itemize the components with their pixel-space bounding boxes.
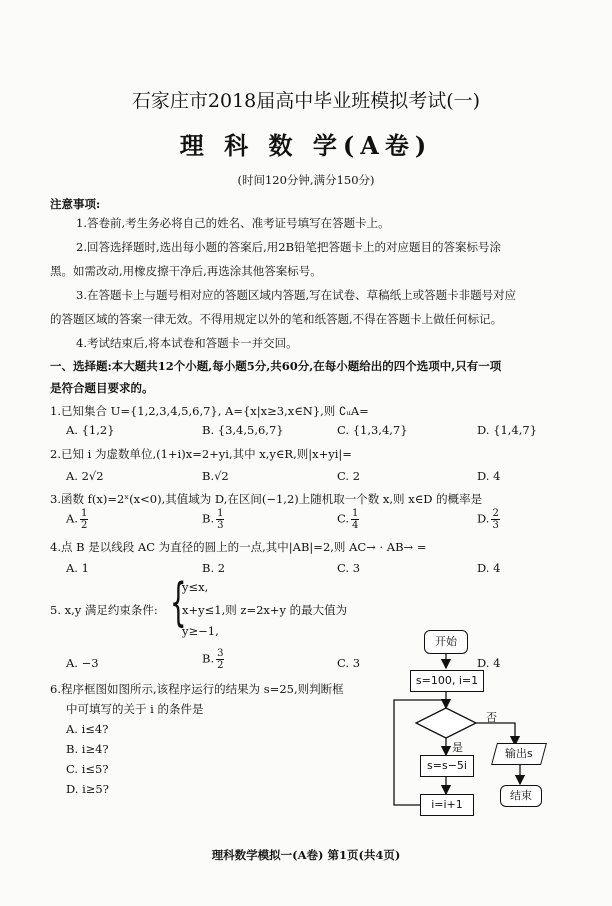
flowchart-start: 开始	[424, 630, 468, 654]
section-heading: 一、选择题:本大题共12个小题,每小题5分,共60分,在每小题给出的四个选项中,只有一项	[50, 359, 502, 373]
flowchart-init: s=100, i=1	[410, 670, 484, 692]
note-line-6: 4.考试结束后,将本试卷和答题卡一并交回。	[76, 336, 298, 350]
question-4: 4.点 B 是以线段 AC 为直径的圆上的一点,其中|AB|=2,则 AC→ · AB→ =	[50, 540, 427, 554]
q4-option-b[interactable]: B. 2	[202, 561, 226, 575]
q1-option-c[interactable]: C. {1,3,4,7}	[337, 423, 408, 437]
flowchart-output-label: 输出s	[505, 747, 533, 760]
question-2: 2.已知 i 为虚数单位,(1+i)x=2+yi,其中 x,y∈R,则|x+yi|=	[50, 447, 352, 461]
q3-c-numerator: 1	[352, 508, 359, 519]
note-line-2: 2.回答选择题时,选出每小题的答案后,用2B铅笔把答题卡上的对应题目的答案标号涂	[76, 240, 502, 254]
question-3: 3.函数 f(x)=2ˣ(x<0),其值域为 D,在区间(−1,2)上随机取一个数 x,则 x∈D 的概率是	[50, 492, 483, 506]
flowchart-yes-label: 是	[452, 741, 463, 754]
q5-constraint-3: y≥−1,	[182, 624, 219, 638]
q1-option-d[interactable]: D. {1,4,7}	[477, 423, 538, 437]
question-5: 5. x,y 满足约束条件:	[50, 603, 158, 617]
section-heading-2: 是符合题目要求的。	[50, 381, 154, 395]
flowchart-no-label: 否	[486, 711, 497, 724]
q3-a-denominator: 2	[80, 520, 88, 531]
q5-option-d[interactable]: D. 4	[477, 656, 501, 670]
q5-b-denominator: 2	[217, 660, 224, 671]
note-line-1: 1.答卷前,考生务必将自己的姓名、准考证号填写在答题卡上。	[76, 216, 390, 230]
flowchart-update-i: i=i+1	[420, 794, 474, 816]
q3-option-a-label: A.	[66, 511, 78, 526]
q2-option-a[interactable]: A. 2√2	[66, 469, 104, 483]
q1-option-a[interactable]: A. {1,2}	[66, 423, 115, 437]
q3-option-b-label: B.	[202, 511, 215, 526]
q2-option-c[interactable]: C. 2	[337, 469, 361, 483]
flowchart-output	[491, 743, 547, 765]
q2-option-d[interactable]: D. 4	[477, 469, 501, 483]
flowchart-end: 结束	[500, 785, 542, 807]
q4-option-d[interactable]: D. 4	[477, 561, 501, 575]
q3-d-denominator: 3	[492, 520, 499, 531]
q5-option-a[interactable]: A. −3	[66, 656, 99, 670]
note-line-4: 3.在答题卡上与题号相对应的答题区域内答题,写在试卷、草稿纸上或答题卡非题号对应	[76, 288, 517, 302]
q6-option-c[interactable]: C. i≤5?	[66, 762, 109, 776]
q3-c-denominator: 4	[352, 520, 359, 531]
q1-option-b[interactable]: B. {3,4,5,6,7}	[202, 423, 284, 437]
q5-constraint-1: y≤x,	[182, 580, 209, 594]
q3-b-denominator: 3	[217, 520, 224, 531]
note-line-3: 黑。如需改动,用橡皮擦干净后,再选涂其他答案标号。	[50, 264, 322, 278]
subject-title: 理 科 数 学(A卷)	[179, 131, 433, 160]
q2-option-b[interactable]: B.√2	[202, 469, 229, 483]
note-line-5: 的答题区域的答案一律无效。不得用规定以外的笔和纸答题,不得在答题卡上做任何标记。	[50, 312, 503, 326]
q3-d-numerator: 2	[492, 508, 499, 519]
time-info: (时间120分钟,满分150分)	[237, 173, 375, 187]
q6-option-b[interactable]: B. i≥4?	[66, 742, 109, 756]
q5-b-numerator: 3	[217, 648, 224, 659]
q5-option-c[interactable]: C. 3	[337, 656, 361, 670]
q5-constraint-2: x+y≤1,则 z=2x+y 的最大值为	[182, 603, 348, 617]
q3-option-c-label: C.	[337, 511, 350, 526]
exam-title: 石家庄市2018届高中毕业班模拟考试(一)	[131, 90, 481, 112]
question-1: 1.已知集合 U={1,2,3,4,5,6,7}, A={x|x≥3,x∈N},则 ∁ᵤA=	[50, 404, 369, 418]
q3-option-d-label: D.	[477, 511, 490, 526]
q3-a-numerator: 1	[80, 508, 88, 519]
question-6-line-2: 中可填写的关于 i 的条件是	[66, 702, 204, 716]
q3-b-numerator: 1	[217, 508, 224, 519]
notes-heading: 注意事项:	[50, 197, 101, 211]
q4-option-c[interactable]: C. 3	[337, 561, 361, 575]
q4-option-a[interactable]: A. 1	[66, 561, 89, 575]
flowchart-update-s: s=s−5i	[420, 755, 474, 777]
q6-option-a[interactable]: A. i≤4?	[66, 722, 109, 736]
q5-option-b-label: B.	[202, 651, 215, 666]
system-brace: {	[170, 573, 187, 633]
question-6: 6.程序框图如图所示,该程序运行的结果为 s=25,则判断框	[50, 682, 344, 696]
page-footer: 理科数学模拟一(A卷) 第1页(共4页)	[211, 848, 401, 862]
q6-option-d[interactable]: D. i≥5?	[66, 782, 109, 796]
